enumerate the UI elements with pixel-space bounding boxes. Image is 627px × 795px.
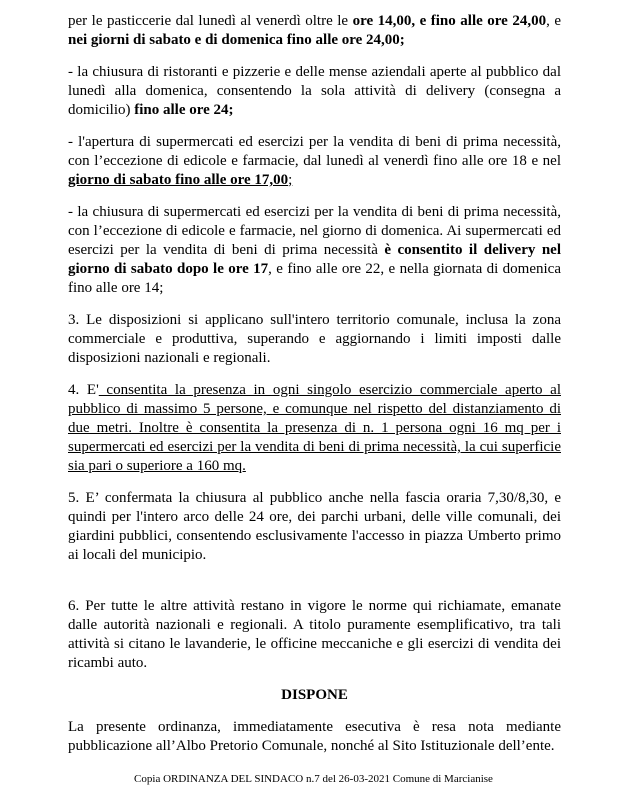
text-run: è consentito il delivery nel giorno di sabato dopo le ore 17 xyxy=(68,242,562,277)
text-run: per le pasticcerie dal lunedì al venerdì oltre le xyxy=(68,13,353,29)
text-run: - l'apertura di supermercati ed esercizi per la vendita di beni di prima necessità, con l’eccezione di edicole e farmacie, dal lunedì al venerdì fino alle ore 18 e nel xyxy=(68,134,561,169)
paragraph-chiusura-ristoranti xyxy=(68,63,561,120)
text-run: 3. Le disposizioni si applicano sull'intero territorio comunale, inclusa la zona commerciale e produttiva, superando e aggiornando i limiti imposti dalle disposizioni nazionali e regionali. xyxy=(68,312,561,366)
text-run: ore 14,00, e fino alle ore 24,00 xyxy=(352,13,547,29)
paragraph-punto-5 xyxy=(68,489,561,565)
text-run: ; xyxy=(288,172,293,188)
text-run: - la chiusura di supermercati ed esercizi per la vendita di beni di prima necessità, con l’eccezione di edicole e farmacie, nel giorno di domenica. Ai supermercati ed esercizi per la vendita di beni di prima necessità xyxy=(68,204,561,258)
paragraph-chiusura-supermercati xyxy=(68,203,561,298)
page-footer: Copia ORDINANZA DEL SINDACO n.7 del 26-03-2021 Comune di Marcianise xyxy=(134,773,493,785)
paragraph-punto-3 xyxy=(68,311,561,368)
text-run: nei giorni di sabato e di domenica fino alle ore 24,00; xyxy=(68,32,405,48)
text-run: 6. Per tutte le altre attività restano in vigore le norme qui richiamate, emanate dalle autorità nazionali e regionali. A titolo puramente esemplificativo, tra tali attività si citano le lavanderie, le officine meccaniche e gli esercizi di vendita dei ricambi auto. xyxy=(68,598,561,671)
text-run: fino alle ore 24; xyxy=(134,102,234,118)
paragraph-apertura-supermercati xyxy=(68,133,561,190)
text-run: 4. E' xyxy=(68,382,99,398)
paragraph-pasticcerie xyxy=(68,12,561,50)
text-run: 5. E’ confermata la chiusura al pubblico anche nella fascia oraria 7,30/8,30, e quindi per l'intero arco delle 24 ore, dei parchi urbani, delle ville comunali, dei giardini pubblici, consentendo esclusivamente l'accesso in piazza Umberto primo ai locali del municipio. xyxy=(68,490,561,563)
document-body xyxy=(68,12,561,756)
text-run: giorno di sabato fino alle ore 17,00 xyxy=(68,172,289,188)
text-run: , e fino alle ore 22, e nella giornata di domenica fino alle ore 14; xyxy=(68,261,561,296)
text-run: - la chiusura di ristoranti e pizzerie e delle mense aziendali aperte al pubblico dal lunedì alla domenica, consentendo la sola attività di delivery (consegna a domicilio) xyxy=(68,64,561,118)
text-run: La presente ordinanza, immediatamente esecutiva è resa nota mediante pubblicazione all’Albo Pretorio Comunale, nonché al Sito Istituzionale dell’ente. xyxy=(68,719,561,754)
text-run: DISPONE xyxy=(281,687,348,703)
paragraph-punto-4 xyxy=(68,381,561,476)
paragraph-punto-6 xyxy=(68,597,561,673)
text-run: , e xyxy=(546,13,561,29)
dispone-heading xyxy=(68,686,561,705)
text-run: consentita la presenza in ogni singolo esercizio commerciale aperto al pubblico di massimo 5 persone, e comunque nel rispetto del distanziamento di due metri. Inoltre è consentita la presenza di n. 1 persona ogni 16 mq per i supermercati ed esercizi per la vendita di beni di prima necessità, la cui superficie sia pari o superiore a 160 mq. xyxy=(68,382,561,474)
paragraph-pubblicazione xyxy=(68,718,561,756)
